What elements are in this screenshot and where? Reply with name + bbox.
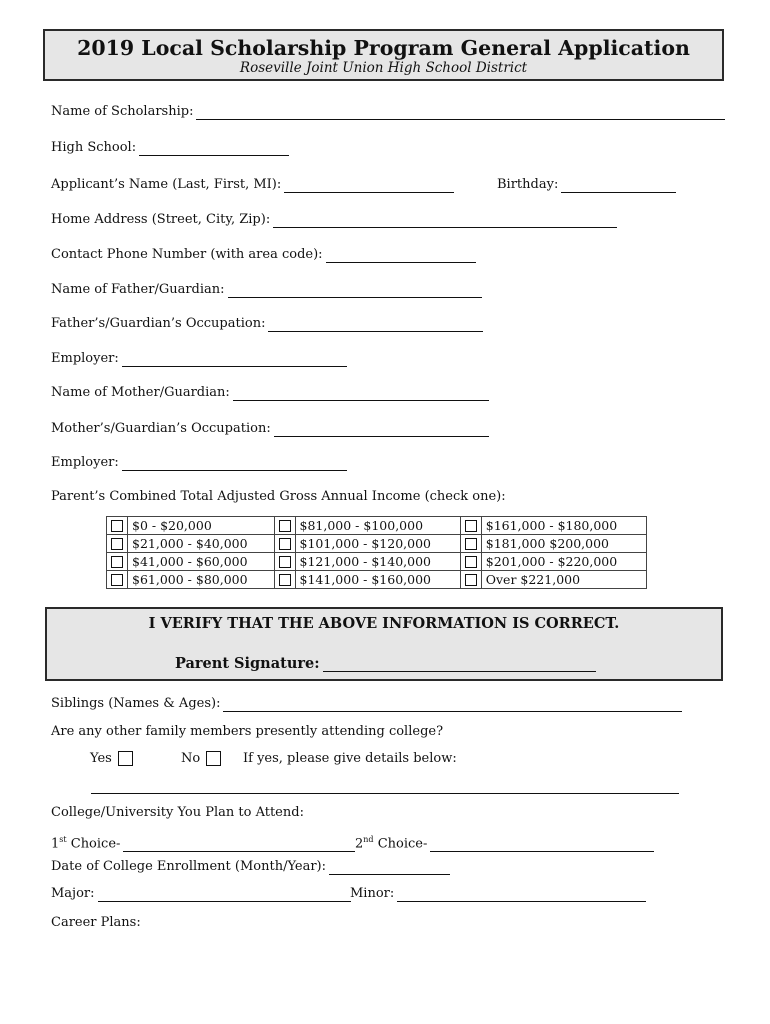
mother-name-row: [51, 385, 489, 401]
birthday-field[interactable]: [561, 179, 676, 193]
mother-name-label: Name of Mother/Guardian:: [51, 385, 230, 400]
income-checkbox[interactable]: [279, 556, 291, 568]
father-name-field[interactable]: [228, 284, 482, 298]
mother-occupation-label: Mother’s/Guardian’s Occupation:: [51, 421, 271, 436]
first-choice-num: 1: [51, 836, 60, 852]
scholarship-name-field[interactable]: [196, 106, 725, 120]
income-checkbox[interactable]: [465, 538, 477, 550]
siblings-label: Siblings (Names & Ages):: [51, 696, 221, 711]
minor-label: Minor:: [350, 886, 395, 901]
income-range: $141,000 - $160,000: [295, 571, 460, 589]
first-choice-field[interactable]: [123, 838, 355, 852]
income-checkbox[interactable]: [111, 538, 123, 550]
verification-box: [45, 607, 723, 681]
details-prompt: If yes, please give details below:: [243, 751, 457, 766]
income-row: [107, 517, 647, 535]
enrollment-date-field[interactable]: [329, 861, 450, 875]
income-checkbox-cell[interactable]: [274, 535, 295, 553]
father-name-label: Name of Father/Guardian:: [51, 282, 225, 297]
income-checkbox[interactable]: [279, 520, 291, 532]
father-occupation-field[interactable]: [268, 318, 483, 332]
second-choice-num: 2: [355, 836, 364, 852]
income-checkbox[interactable]: [279, 574, 291, 586]
family-no-option: [181, 751, 221, 767]
phone-row: [51, 247, 476, 263]
form-subtitle: Roseville Joint Union High School District: [239, 60, 528, 76]
family-details-field[interactable]: [91, 780, 679, 794]
siblings-row: [51, 696, 682, 712]
family-yes-option: [90, 751, 133, 767]
siblings-field[interactable]: [223, 698, 682, 712]
income-checkbox[interactable]: [111, 556, 123, 568]
phone-label: Contact Phone Number (with area code):: [51, 247, 323, 262]
birthday-label: Birthday:: [497, 177, 559, 192]
father-employer-label: Employer:: [51, 351, 119, 366]
home-address-label: Home Address (Street, City, Zip):: [51, 212, 271, 227]
mother-occupation-field[interactable]: [274, 423, 489, 437]
income-range: $21,000 - $40,000: [128, 535, 275, 553]
mother-employer-row: [51, 455, 347, 471]
income-table: [106, 516, 647, 589]
major-label: Major:: [51, 886, 95, 901]
first-choice-text: Choice-: [66, 836, 121, 852]
income-checkbox[interactable]: [465, 574, 477, 586]
income-checkbox-cell[interactable]: [107, 571, 128, 589]
income-checkbox[interactable]: [465, 520, 477, 532]
first-choice-label: [51, 832, 120, 852]
first-choice-sup: st: [59, 835, 67, 844]
income-checkbox-cell[interactable]: [107, 553, 128, 571]
home-address-field[interactable]: [273, 214, 617, 228]
second-choice-label: [355, 832, 427, 852]
income-range: $61,000 - $80,000: [128, 571, 275, 589]
first-choice-row: [51, 832, 355, 852]
mother-occupation-row: [51, 421, 489, 437]
minor-field[interactable]: [397, 888, 646, 902]
father-employer-row: [51, 351, 347, 367]
yes-label: Yes: [90, 751, 112, 766]
second-choice-field[interactable]: [430, 838, 654, 852]
applicant-name-label: Applicant’s Name (Last, First, MI):: [51, 177, 282, 192]
income-checkbox-cell[interactable]: [460, 535, 481, 553]
applicant-name-row: [51, 177, 454, 193]
high-school-row: [51, 140, 289, 156]
income-range: $0 - $20,000: [128, 517, 275, 535]
minor-row: [350, 886, 646, 902]
income-checkbox-cell[interactable]: [107, 517, 128, 535]
income-range: $161,000 - $180,000: [481, 517, 646, 535]
income-checkbox[interactable]: [279, 538, 291, 550]
verification-statement: I VERIFY THAT THE ABOVE INFORMATION IS CORRECT.: [148, 615, 620, 632]
second-choice-text: Choice-: [373, 836, 428, 852]
scholarship-name-row: [51, 104, 725, 120]
second-choice-sup: nd: [363, 835, 374, 844]
enrollment-date-label: Date of College Enrollment (Month/Year):: [51, 859, 327, 874]
applicant-name-field[interactable]: [284, 179, 454, 193]
mother-employer-field[interactable]: [122, 457, 347, 471]
career-plans-label: Career Plans:: [51, 915, 141, 930]
no-checkbox[interactable]: [206, 751, 221, 766]
income-checkbox[interactable]: [111, 520, 123, 532]
income-range: $81,000 - $100,000: [295, 517, 460, 535]
phone-field[interactable]: [326, 249, 476, 263]
income-checkbox-cell[interactable]: [460, 571, 481, 589]
college-plan-heading: College/University You Plan to Attend:: [51, 805, 304, 820]
second-choice-row: [355, 832, 654, 852]
income-range: $121,000 - $140,000: [295, 553, 460, 571]
parent-signature-field[interactable]: [323, 657, 596, 672]
parent-signature-label: Parent Signature:: [175, 655, 320, 672]
income-range: $41,000 - $60,000: [128, 553, 275, 571]
major-row: [51, 886, 351, 902]
father-occupation-label: Father’s/Guardian’s Occupation:: [51, 316, 266, 331]
family-college-question: Are any other family members presently attending college?: [51, 724, 444, 739]
parent-signature-row: [175, 655, 596, 672]
birthday-row: [497, 177, 676, 193]
major-field[interactable]: [98, 888, 351, 902]
income-checkbox-cell[interactable]: [107, 535, 128, 553]
income-row: [107, 535, 647, 553]
form-title: 2019 Local Scholarship Program General Application: [77, 36, 690, 60]
mother-employer-label: Employer:: [51, 455, 119, 470]
income-range: $101,000 - $120,000: [295, 535, 460, 553]
no-label: No: [181, 751, 201, 766]
income-prompt: Parent’s Combined Total Adjusted Gross Annual Income (check one):: [51, 489, 506, 504]
high-school-label: High School:: [51, 140, 137, 155]
income-checkbox[interactable]: [465, 556, 477, 568]
income-range: $201,000 - $220,000: [481, 553, 646, 571]
income-checkbox-cell[interactable]: [274, 517, 295, 535]
mother-name-field[interactable]: [233, 387, 489, 401]
home-address-row: [51, 212, 617, 228]
income-row: [107, 571, 647, 589]
form-header: [43, 29, 724, 81]
father-name-row: [51, 282, 482, 298]
enrollment-date-row: [51, 859, 450, 875]
income-checkbox[interactable]: [111, 574, 123, 586]
income-checkbox-cell[interactable]: [460, 517, 481, 535]
father-occupation-row: [51, 316, 483, 332]
income-checkbox-cell[interactable]: [274, 571, 295, 589]
high-school-field[interactable]: [139, 142, 289, 156]
income-checkbox-cell[interactable]: [460, 553, 481, 571]
income-range: Over $221,000: [481, 571, 646, 589]
father-employer-field[interactable]: [122, 353, 347, 367]
income-checkbox-cell[interactable]: [274, 553, 295, 571]
scholarship-name-label: Name of Scholarship:: [51, 104, 194, 119]
income-range: $181,000 $200,000: [481, 535, 646, 553]
yes-checkbox[interactable]: [118, 751, 133, 766]
income-row: [107, 553, 647, 571]
